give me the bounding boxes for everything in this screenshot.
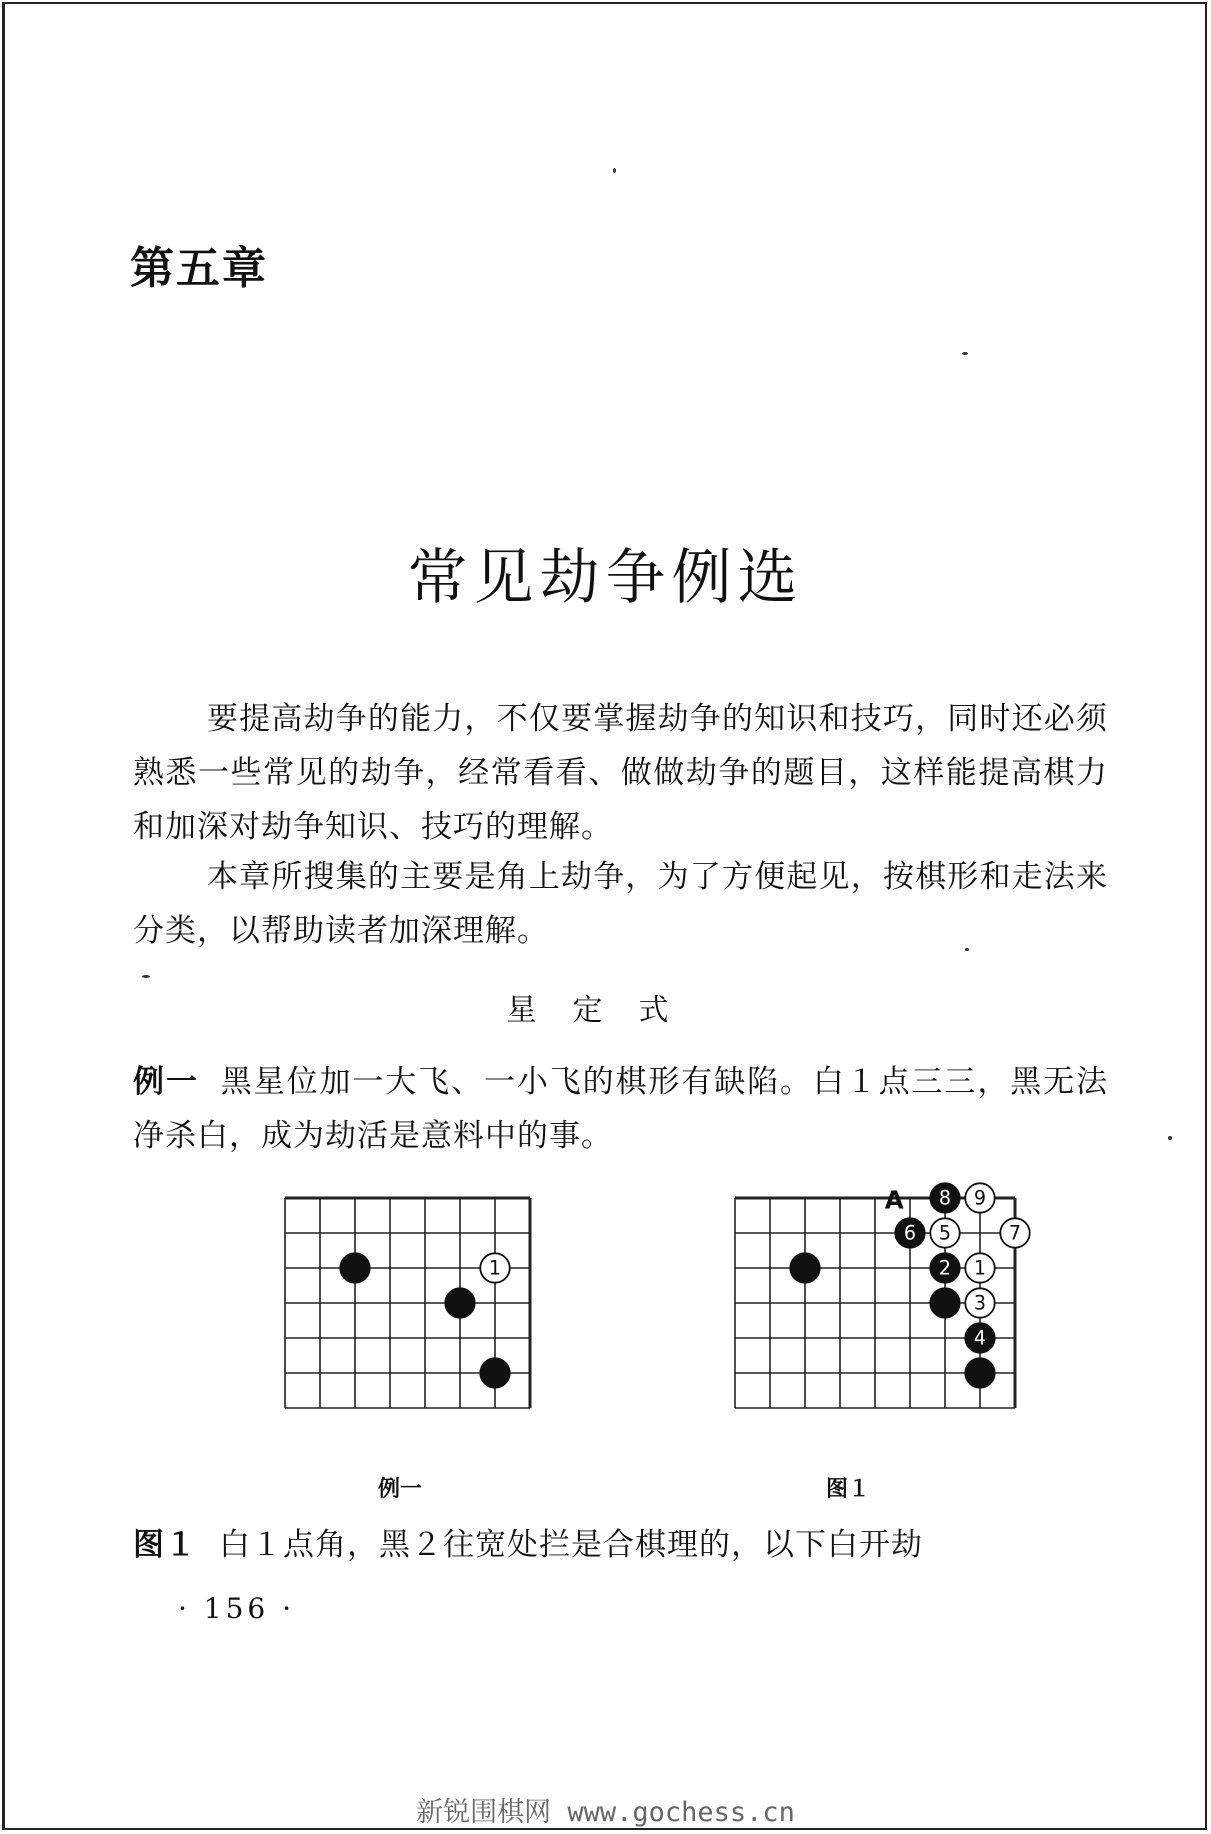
example-1-lead: 例一 xyxy=(133,1064,199,1100)
go-board-example-1 xyxy=(255,1190,545,1450)
black-stone xyxy=(895,1218,924,1247)
go-board-figure-1 xyxy=(705,1185,1022,1450)
white-stone xyxy=(930,1218,959,1247)
black-stone xyxy=(480,1358,509,1387)
move-number: 7 xyxy=(1008,1221,1022,1245)
white-stone xyxy=(1000,1218,1029,1247)
move-number: 4 xyxy=(973,1326,987,1350)
figure-1-text: 白１点角，黑２往宽处拦是合棋理的，以下白开劫 xyxy=(219,1527,923,1563)
black-stone xyxy=(930,1183,959,1212)
print-speck xyxy=(613,168,616,173)
white-stone xyxy=(965,1183,994,1212)
diagram-caption-example-1: 例一 xyxy=(377,1477,422,1502)
white-stone xyxy=(965,1253,994,1282)
move-number: 9 xyxy=(973,1186,987,1210)
print-speck xyxy=(142,975,150,978)
move-number: 3 xyxy=(973,1291,987,1315)
black-stone xyxy=(965,1323,994,1352)
section-heading: 星定式 xyxy=(506,993,705,1028)
print-speck xyxy=(965,948,969,951)
black-stone xyxy=(930,1288,959,1317)
black-stone xyxy=(930,1253,959,1282)
print-speck xyxy=(962,352,968,355)
intro-paragraph-2: 本章所搜集的主要是角上劫争，为了方便起见，按棋形和走法来分类，以帮助读者加深理解。 xyxy=(133,859,1108,949)
intro-paragraph-1: 要提高劫争的能力，不仅要掌握劫争的知识和技巧，同时还必须熟悉一些常见的劫争，经常看看、做做劫争的题目，这样能提高棋力和加深对劫争知识、技巧的理解。 xyxy=(133,701,1108,845)
white-stone xyxy=(480,1253,509,1282)
chapter-label: 第五章 xyxy=(130,243,268,294)
white-stone xyxy=(965,1288,994,1317)
black-stone xyxy=(340,1253,369,1282)
move-number: 1 xyxy=(973,1256,987,1280)
example-1-paragraph xyxy=(133,1055,1108,1163)
move-number: 1 xyxy=(488,1256,502,1280)
diagram-caption-figure-1: 图１ xyxy=(825,1477,870,1502)
move-number: 8 xyxy=(938,1186,952,1210)
example-1-text: 黑星位加一大飞、一小飞的棋形有缺陷。白１点三三，黑无法净杀白，成为劫活是意料中的事。 xyxy=(133,1064,1109,1154)
black-stone xyxy=(965,1358,994,1387)
move-number: 2 xyxy=(938,1256,952,1280)
figure-1-paragraph xyxy=(133,1518,1108,1572)
point-marker-a: A xyxy=(884,1185,904,1215)
move-number: 5 xyxy=(938,1221,952,1245)
chapter-title: 常见劫争例选 xyxy=(407,543,804,613)
figure-1-lead: 图１ xyxy=(133,1527,197,1563)
black-stone xyxy=(790,1253,819,1282)
move-number: 6 xyxy=(903,1221,917,1245)
black-stone xyxy=(445,1288,474,1317)
watermark: 新锐围棋网 www.gochess.cn xyxy=(416,1797,795,1828)
page-number: · 156 · xyxy=(178,1592,296,1625)
print-speck xyxy=(1168,1136,1172,1140)
